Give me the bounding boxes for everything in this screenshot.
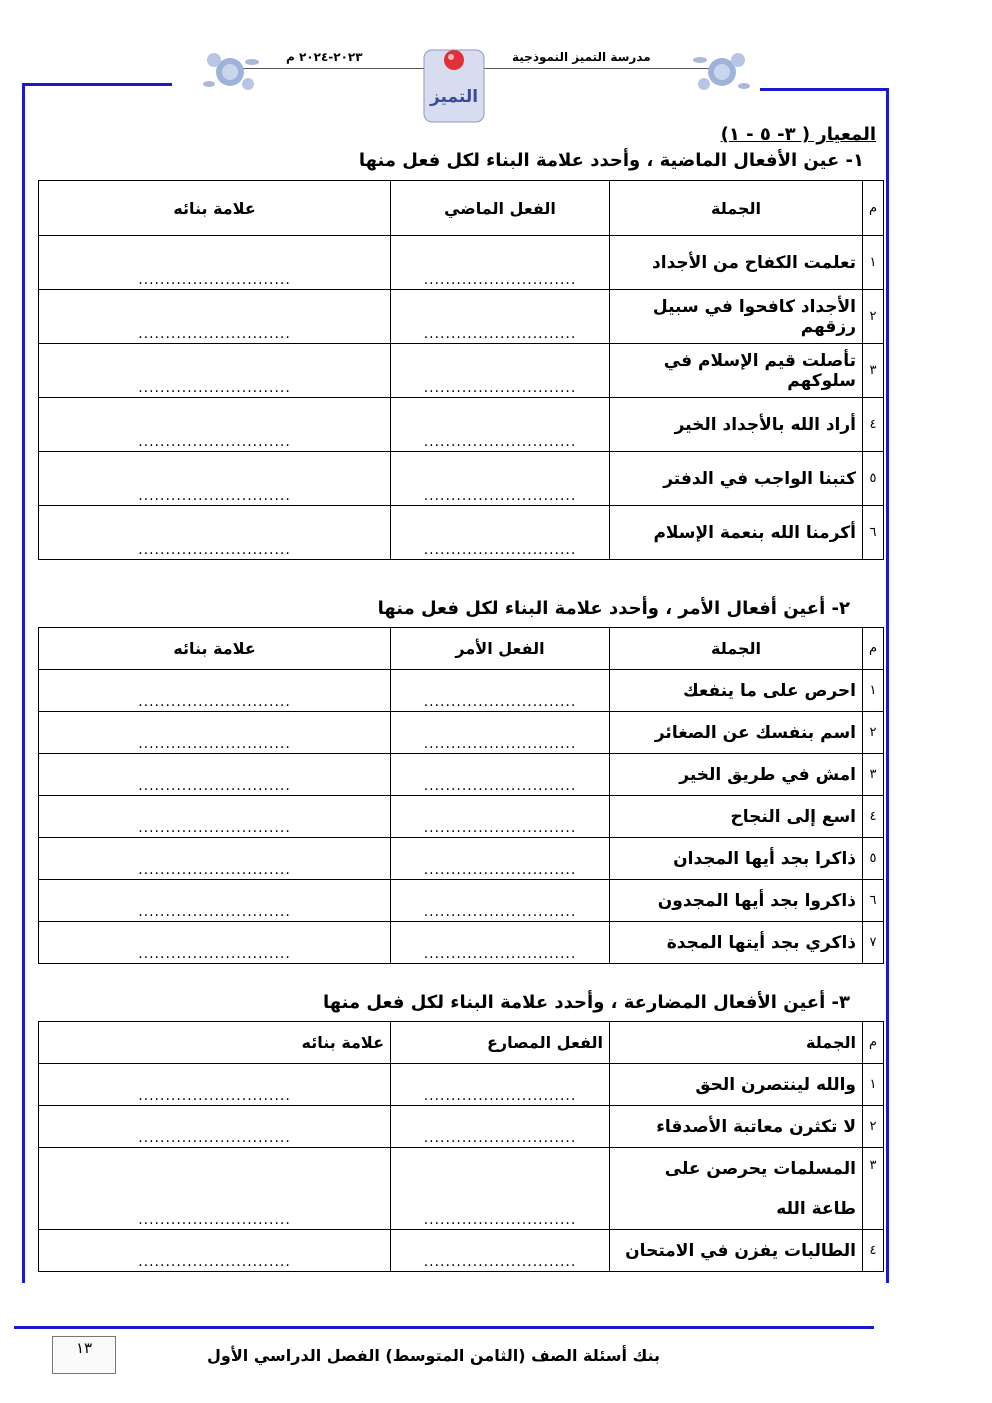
mark-answer-blank[interactable]: ............................ (39, 670, 391, 712)
row-num: ٢ (863, 1106, 884, 1148)
row-num: ٥ (863, 838, 884, 880)
verb-answer-blank[interactable]: ............................ (391, 398, 610, 452)
mark-answer-blank[interactable]: ............................ (39, 398, 391, 452)
row-sentence: تأصلت قيم الإسلام في سلوكهم (610, 344, 863, 398)
row-sentence: والله لينتصرن الحق (610, 1064, 863, 1106)
verb-answer-blank[interactable]: ............................ (391, 290, 610, 344)
mark-answer-blank[interactable]: ............................ (39, 236, 391, 290)
verb-answer-blank[interactable]: ............................ (391, 754, 610, 796)
row-num: ٦ (863, 506, 884, 560)
col-num-header: م (863, 1022, 884, 1064)
verb-answer-blank[interactable]: ............................ (391, 880, 610, 922)
mark-answer-blank[interactable]: ............................ (39, 1148, 391, 1230)
verb-answer-blank[interactable]: ............................ (391, 670, 610, 712)
verb-answer-blank[interactable]: ............................ (391, 344, 610, 398)
flower-left-icon (200, 46, 260, 96)
table-row (39, 506, 884, 560)
row-sentence: أراد الله بالأجداد الخير (610, 398, 863, 452)
table-row (39, 712, 884, 754)
section-1-table (38, 180, 884, 560)
col-verb-header: الفعل الأمر (391, 628, 610, 670)
mark-answer-blank[interactable]: ............................ (39, 1230, 391, 1272)
col-verb-header: الفعل المصارع (391, 1022, 610, 1064)
verb-answer-blank[interactable]: ............................ (391, 1106, 610, 1148)
verb-answer-blank[interactable]: ............................ (391, 838, 610, 880)
section-1-title: ١- عين الأفعال الماضية ، وأحدد علامة البناء لكل فعل منها (358, 150, 864, 171)
row-num: ٤ (863, 796, 884, 838)
table-row (39, 452, 884, 506)
page-number: ١٣ (75, 1339, 93, 1357)
col-num-header: م (863, 628, 884, 670)
mark-answer-blank[interactable]: ............................ (39, 796, 391, 838)
table-row (39, 796, 884, 838)
col-mark-header: علامة بنائه (39, 1022, 391, 1064)
verb-answer-blank[interactable]: ............................ (391, 452, 610, 506)
mark-answer-blank[interactable]: ............................ (39, 880, 391, 922)
table-row (39, 290, 884, 344)
table-row (39, 236, 884, 290)
table-row (39, 670, 884, 712)
school-year: ٢٠٢٣-٢٠٢٤ م (286, 50, 363, 64)
row-num: ١ (863, 1064, 884, 1106)
mark-answer-blank[interactable]: ............................ (39, 1064, 391, 1106)
row-num: ٣ (863, 1148, 884, 1230)
verb-answer-blank[interactable]: ............................ (391, 796, 610, 838)
frame-top-left (22, 83, 172, 86)
frame-right (886, 88, 889, 1283)
col-mark-header: علامة بنائه (39, 628, 391, 670)
row-num: ٤ (863, 398, 884, 452)
mark-answer-blank[interactable]: ............................ (39, 838, 391, 880)
row-num: ١ (863, 670, 884, 712)
table-header-row (39, 1022, 884, 1064)
row-num: ٢ (863, 290, 884, 344)
row-sentence: المسلمات يحرصن على طاعة الله (610, 1148, 863, 1230)
table-header-row (39, 628, 884, 670)
school-logo-icon (418, 40, 490, 126)
row-sentence: كتبنا الواجب في الدفتر (610, 452, 863, 506)
mark-answer-blank[interactable]: ............................ (39, 712, 391, 754)
standard-label: المعيار ( ٣- ٥ - ١) (720, 124, 876, 145)
verb-answer-blank[interactable]: ............................ (391, 1230, 610, 1272)
section-3-title: ٣- أعين الأفعال المضارعة ، وأحدد علامة البناء لكل فعل منها (323, 992, 850, 1013)
table-header-row (39, 181, 884, 236)
verb-answer-blank[interactable]: ............................ (391, 1064, 610, 1106)
row-num: ١ (863, 236, 884, 290)
row-sentence: لا تكثرن معاتبة الأصدقاء (610, 1106, 863, 1148)
mark-answer-blank[interactable]: ............................ (39, 754, 391, 796)
table-row (39, 1064, 884, 1106)
footer-rule (14, 1326, 874, 1329)
logo-text: التميز (429, 87, 479, 107)
row-sentence: الطالبات يفزن في الامتحان (610, 1230, 863, 1272)
mark-answer-blank[interactable]: ............................ (39, 1106, 391, 1148)
row-sentence: الأجداد كافحوا في سبيل رزقهم (610, 290, 863, 344)
row-sentence: تعلمت الكفاح من الأجداد (610, 236, 863, 290)
row-sentence: ذاكروا بجد أيها المجدون (610, 880, 863, 922)
mark-answer-blank[interactable]: ............................ (39, 290, 391, 344)
section-3-table (38, 1021, 884, 1272)
row-num: ٧ (863, 922, 884, 964)
row-num: ٦ (863, 880, 884, 922)
row-sentence: اسع إلى النجاح (610, 796, 863, 838)
table-row (39, 880, 884, 922)
school-name: مدرسة التميز النموذجية (512, 50, 651, 64)
row-sentence: احرص على ما ينفعك (610, 670, 863, 712)
table-row (39, 398, 884, 452)
col-mark-header: علامة بنائه (39, 181, 391, 236)
verb-answer-blank[interactable]: ............................ (391, 506, 610, 560)
row-sentence: أكرمنا الله بنعمة الإسلام (610, 506, 863, 560)
row-sentence: ذاكري بجد أيتها المجدة (610, 922, 863, 964)
table-row (39, 1106, 884, 1148)
table-row (39, 754, 884, 796)
section-2-title: ٢- أعين أفعال الأمر ، وأحدد علامة البناء لكل فعل منها (377, 598, 850, 619)
row-num: ٤ (863, 1230, 884, 1272)
mark-answer-blank[interactable]: ............................ (39, 452, 391, 506)
footer-title: بنك أسئلة الصف (الثامن المتوسط) الفصل الدراسي الأول (207, 1346, 660, 1365)
table-row (39, 1148, 884, 1230)
col-num-header: م (863, 181, 884, 236)
mark-answer-blank[interactable]: ............................ (39, 922, 391, 964)
row-sentence: ذاكرا بجد أيها المجدان (610, 838, 863, 880)
section-2-table (38, 627, 884, 964)
row-num: ٣ (863, 754, 884, 796)
page-number-box (52, 1336, 116, 1374)
mark-answer-blank[interactable]: ............................ (39, 344, 391, 398)
verb-answer-blank[interactable]: ............................ (391, 236, 610, 290)
table-row (39, 922, 884, 964)
row-sentence: امش في طريق الخير (610, 754, 863, 796)
table-row (39, 344, 884, 398)
col-sentence-header: الجملة (610, 181, 863, 236)
frame-left (22, 83, 25, 1283)
row-num: ٥ (863, 452, 884, 506)
table-row (39, 1230, 884, 1272)
verb-answer-blank[interactable]: ............................ (391, 1148, 610, 1230)
mark-answer-blank[interactable]: ............................ (39, 506, 391, 560)
row-num: ٢ (863, 712, 884, 754)
frame-top-right (760, 88, 888, 91)
col-verb-header: الفعل الماضي (391, 181, 610, 236)
verb-answer-blank[interactable]: ............................ (391, 712, 610, 754)
col-sentence-header: الجملة (610, 1022, 863, 1064)
verb-answer-blank[interactable]: ............................ (391, 922, 610, 964)
flower-right-icon (692, 46, 752, 96)
row-sentence: اسم بنفسك عن الصغائر (610, 712, 863, 754)
table-row (39, 838, 884, 880)
col-sentence-header: الجملة (610, 628, 863, 670)
row-num: ٣ (863, 344, 884, 398)
